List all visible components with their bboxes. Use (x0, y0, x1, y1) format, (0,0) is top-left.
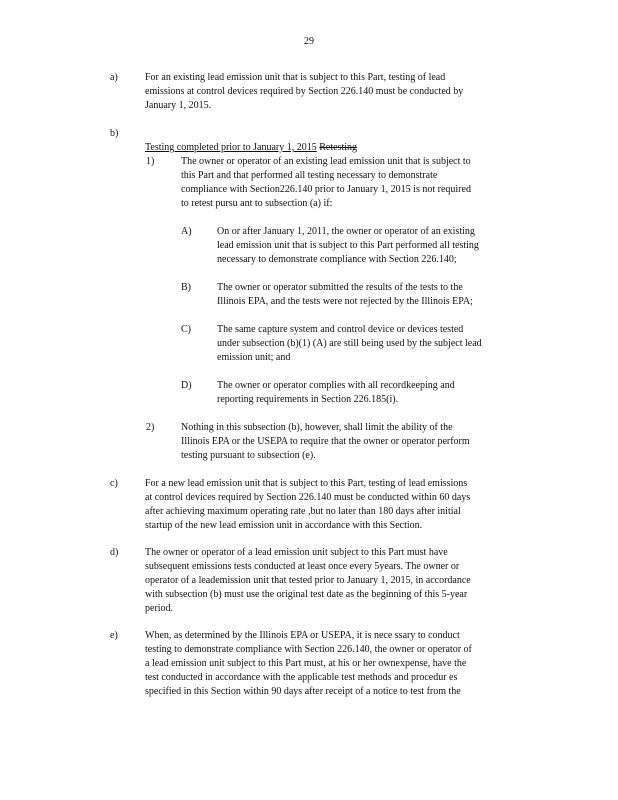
subparagraph-b1-label: 1) (146, 156, 155, 167)
item-b1-A-label: A) (181, 226, 192, 237)
item-b1-B-text: The owner or operator submitted the results of the tests to the Illinois EPA, and the tests were not rejected by the Illinois EPA; (217, 282, 473, 307)
paragraph-a-label: a) (110, 72, 118, 83)
paragraph-e-text: When, as determined by the Illinois EPA or USEPA, it is nece ssary to conduct testing to demonstrate compliance with Section 226.140, the owner or operator of a lead emission unit subject to this Part must, at his or her ownexpense, have the test conducted in accordance with the applicable test methods and procedur es specified in this Section within 90 days after receipt of a notice to test from the (145, 630, 472, 697)
item-b1-C-text: The same capture system and control device or devices tested under subsection (b)(1) (A) are still being used by the subject lead emission unit; and (217, 324, 482, 363)
item-b1-D-text: The owner or operator complies with all recordkeeping and reporting requirements in Section 226.185(i). (217, 380, 455, 405)
paragraph-e-label: e) (110, 630, 118, 641)
paragraph-b-heading (145, 127, 530, 155)
item-b1-B-label: B) (181, 282, 191, 293)
paragraph-b-heading-text: Testing completed prior to January 1, 2015 (145, 142, 317, 153)
item-b1-D-label: D) (181, 380, 192, 391)
paragraph-b-struck-text: Retesting (319, 142, 358, 153)
subparagraph-b2-label: 2) (146, 422, 155, 433)
paragraph-c-text: For a new lead emission unit that is subject to this Part, testing of lead emissions at control devices required by Section 226.140 must be conducted within 60 days after achieving maximum operating rate ,but no later than 180 days after initial startup of the new lead emission unit in accordance with this Section. (145, 478, 471, 531)
item-b1-C-label: C) (181, 324, 191, 335)
subparagraph-b1-text: The owner or operator of an existing lead emission unit that is subject to this Part and that performed all testing necessary to demonstrate compliance with Section226.140 prior to January 1, 2015 is not required to retest pursu ant to subsection (a) if: (181, 156, 471, 209)
paragraph-c-label: c) (110, 478, 118, 489)
page-number: 29 (304, 36, 314, 47)
paragraph-a-text: For an existing lead emission unit that is subject to this Part, testing of lead emissions at control devices required by Section 226.140 must be conducted by January 1, 2015. (145, 72, 464, 111)
paragraph-b-label: b) (110, 128, 119, 139)
paragraph-d-label: d) (110, 547, 119, 558)
subparagraph-b2-text: Nothing in this subsection (b), however, shall limit the ability of the Illinois EPA or the USEPA to require that the owner or operator perform testing pursuant to subsection (e). (181, 422, 470, 461)
item-b1-A-text: On or after January 1, 2011, the owner or operator of an existing lead emission unit that is subject to this Part performed all testing necessary to demonstrate compliance with Section 226.140; (217, 226, 479, 265)
paragraph-d-text: The owner or operator of a lead emission unit subject to this Part must have subsequent emissions tests conducted at least once every 5years. The owner or operator of a leademission unit that tested prior to January 1, 2015, in accordance with subsection (b) must use the original test date as the beginning of this 5-year period. (145, 547, 471, 614)
